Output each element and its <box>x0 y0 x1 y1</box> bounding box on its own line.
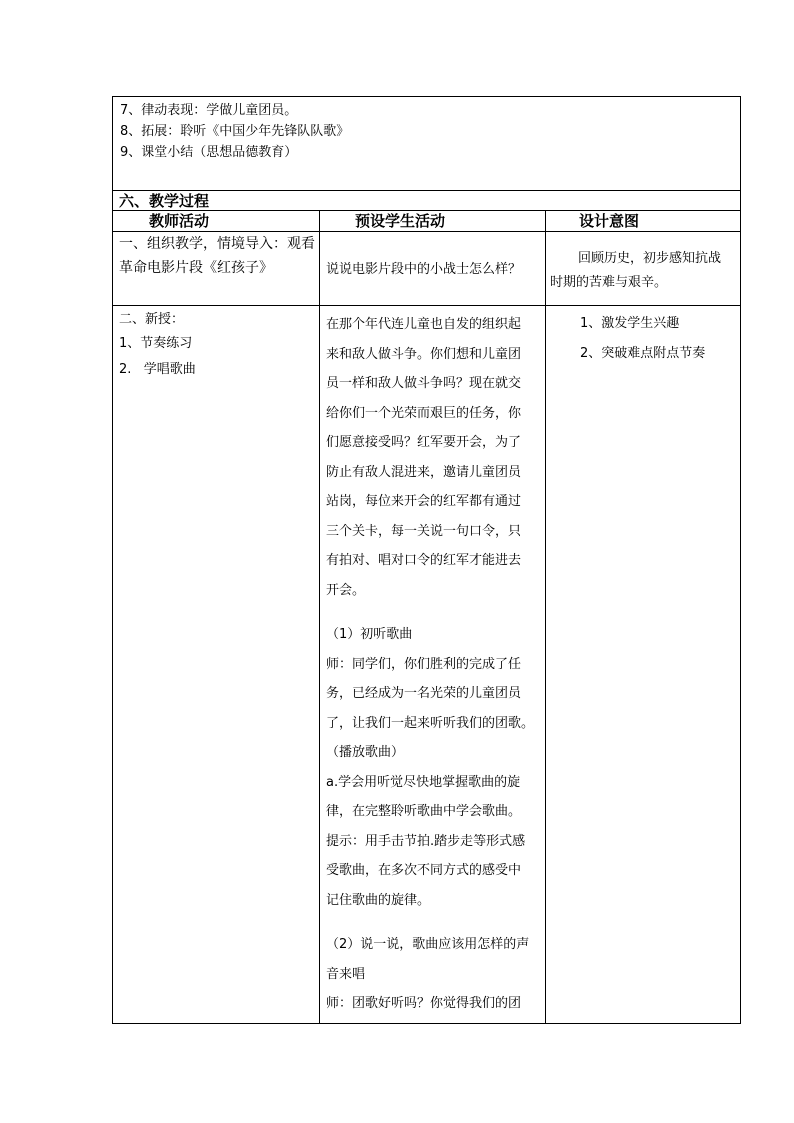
row2-student-line: 提示：用手击节拍.踏步走等形式感 <box>326 834 526 849</box>
row2-student-line: a.学会用听觉尽快地掌握歌曲的旋 <box>326 775 521 790</box>
row2-student-line: 音来唱 <box>326 967 366 982</box>
row2-student-line: 来和敌人做斗争。你们想和儿童团 <box>326 347 522 362</box>
row2-student-line: 员一样和敌人做斗争吗？现在就交 <box>326 376 522 391</box>
header-teacher-activity: 教师活动 <box>149 212 210 230</box>
column-divider <box>545 210 546 1024</box>
row2-student-line: 律，在完整聆听歌曲中学会歌曲。 <box>326 804 522 819</box>
row2-student-line: 开会。 <box>326 583 366 598</box>
row1-teacher-line: 一、组织教学，情境导入：观看 <box>119 236 315 252</box>
row2-student-line: 了，让我们一起来听听我们的团歌。 <box>326 716 535 731</box>
row2-intent-line: 2、突破难点附点节奏 <box>580 346 706 361</box>
row2-student-line: 站岗，每位来开会的红军都有通过 <box>326 494 522 509</box>
row2-student-line: 三个关卡，每一关说一句口令，只 <box>326 524 522 539</box>
row1-intent-line: 回顾历史，初步感知抗战 <box>578 251 722 266</box>
row2-student-line: （播放歌曲） <box>326 745 405 760</box>
row2-student-line: 受歌曲，在多次不同方式的感受中 <box>326 863 522 878</box>
column-divider <box>319 210 320 1024</box>
header-student-activity: 预设学生活动 <box>355 212 446 230</box>
row2-student-line: 给你们一个光荣而艰巨的任务，你 <box>326 406 522 421</box>
table-rule <box>113 231 740 232</box>
lesson-plan-table <box>112 96 741 1024</box>
row2-teacher-line: 二、新授： <box>119 312 185 327</box>
row2-teacher-line: 1、节奏练习 <box>119 336 193 351</box>
row2-student-line: 师：同学们，你们胜利的完成了任 <box>326 657 522 672</box>
plan-item: 8、拓展：聆听《中国少年先锋队队歌》 <box>120 124 350 139</box>
plan-item: 9、课堂小结（思想品德教育） <box>120 145 298 160</box>
section-title: 六、教学过程 <box>119 192 210 210</box>
table-rule <box>113 190 740 191</box>
row2-student-line: 师：团歌好听吗？你觉得我们的团 <box>326 996 522 1011</box>
row2-student-line: 务，已经成为一名光荣的儿童团员 <box>326 686 522 701</box>
row1-intent-line: 时期的苦难与艰辛。 <box>550 275 668 290</box>
row2-student-line: （2）说一说，歌曲应该用怎样的声 <box>326 937 530 952</box>
row2-student-line: 记住歌曲的旋律。 <box>326 893 431 908</box>
row2-student-line: 们愿意接受吗？红军要开会，为了 <box>326 435 522 450</box>
row1-student-activity: 说说电影片段中的小战士怎么样？ <box>326 262 522 277</box>
row2-teacher-line: 2. 学唱歌曲 <box>119 362 196 377</box>
row2-student-line: 在那个年代连儿童也自发的组织起 <box>326 317 522 332</box>
row2-student-line: （1）初听歌曲 <box>326 627 413 642</box>
header-design-intent: 设计意图 <box>579 212 640 230</box>
table-rule <box>113 210 740 211</box>
row2-student-line: 有拍对、唱对口令的红军才能进去 <box>326 553 522 568</box>
row1-teacher-line: 革命电影片段《红孩子》 <box>119 260 273 276</box>
row2-student-line: 防止有敌人混进来，邀请儿童团员 <box>326 465 522 480</box>
table-rule <box>113 305 740 306</box>
plan-item: 7、律动表现：学做儿童团员。 <box>120 103 298 118</box>
row2-intent-line: 1、激发学生兴趣 <box>580 316 680 331</box>
